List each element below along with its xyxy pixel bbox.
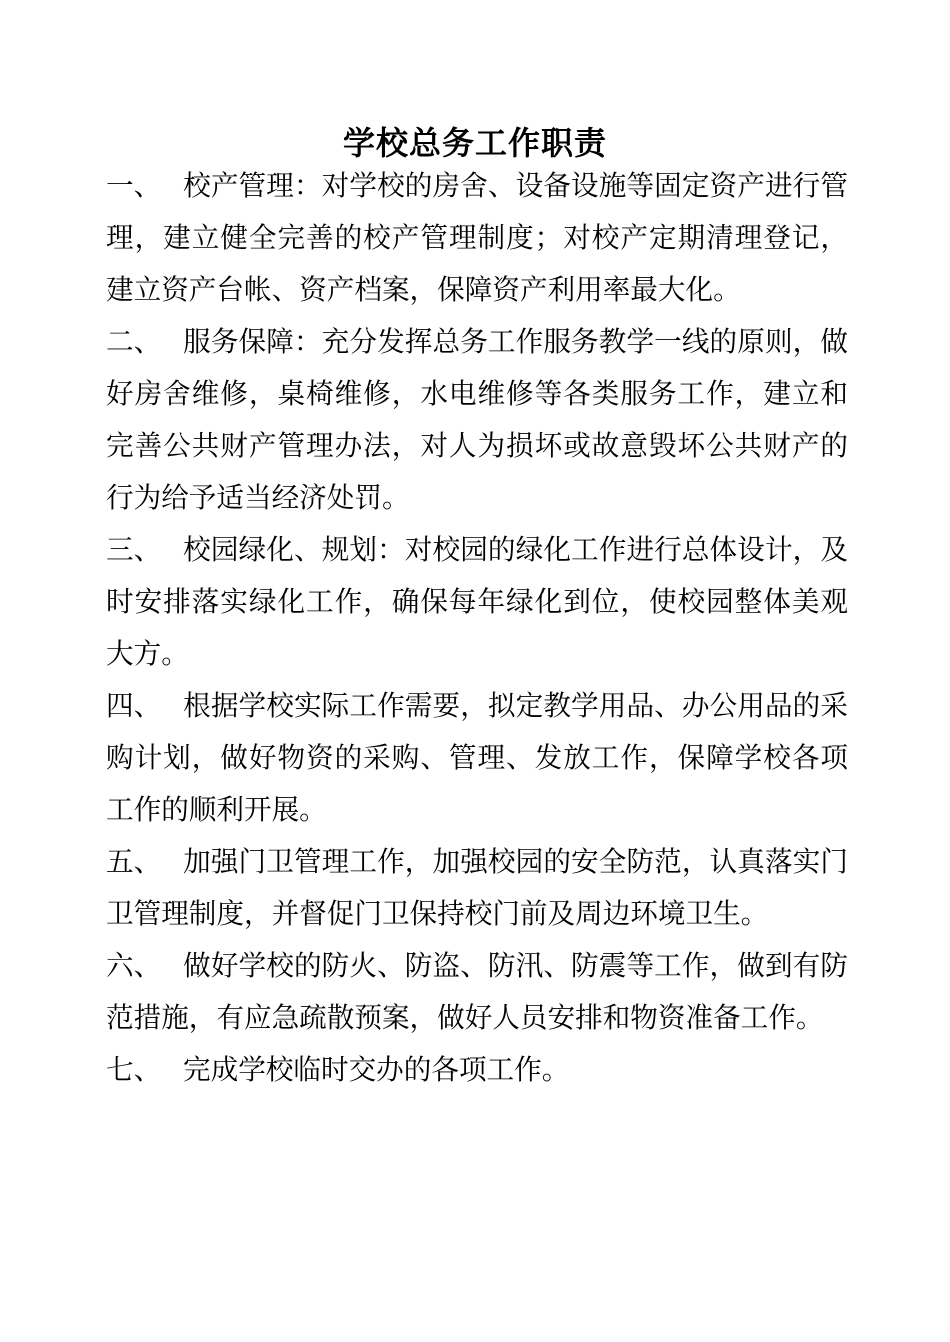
item-number: 五、 bbox=[106, 845, 162, 878]
item-text: 校园绿化、规划：对校园的绿化工作进行总体设计，及时安排落实绿化工作，确保每年绿化到位，使校园整体美观大方。 bbox=[106, 533, 848, 670]
duty-item-2 bbox=[106, 316, 848, 524]
item-number: 六、 bbox=[106, 949, 162, 982]
duty-item-4 bbox=[106, 680, 848, 836]
item-text: 完成学校临时交办的各项工作。 bbox=[183, 1053, 570, 1086]
duty-list bbox=[106, 160, 848, 1096]
item-text: 做好学校的防火、防盗、防汛、防震等工作，做到有防范措施，有应急疏散预案，做好人员安排和物资准备工作。 bbox=[106, 949, 848, 1034]
document-title: 学校总务工作职责 bbox=[342, 124, 607, 163]
item-number: 二、 bbox=[106, 325, 162, 358]
item-text: 根据学校实际工作需要，拟定教学用品、办公用品的采购计划，做好物资的采购、管理、发放工作，保障学校各项工作的顺利开展。 bbox=[106, 689, 848, 826]
duty-item-1 bbox=[106, 160, 848, 316]
duty-item-3 bbox=[106, 524, 848, 680]
item-number: 四、 bbox=[106, 689, 162, 722]
item-text: 服务保障：充分发挥总务工作服务教学一线的原则，做好房舍维修，桌椅维修，水电维修等各类服务工作，建立和完善公共财产管理办法，对人为损坏或故意毁坏公共财产的行为给予适当经济处罚。 bbox=[106, 325, 848, 514]
item-text: 加强门卫管理工作，加强校园的安全防范，认真落实门卫管理制度，并督促门卫保持校门前及周边环境卫生。 bbox=[106, 845, 848, 930]
duty-item-6 bbox=[106, 940, 848, 1044]
item-number: 三、 bbox=[106, 533, 162, 566]
duty-item-5 bbox=[106, 836, 848, 940]
duty-item-7 bbox=[106, 1044, 848, 1096]
item-number: 一、 bbox=[106, 169, 162, 202]
item-text: 校产管理：对学校的房舍、设备设施等固定资产进行管理，建立健全完善的校产管理制度；对校产定期清理登记，建立资产台帐、资产档案，保障资产利用率最大化。 bbox=[106, 169, 848, 306]
item-number: 七、 bbox=[106, 1053, 162, 1086]
